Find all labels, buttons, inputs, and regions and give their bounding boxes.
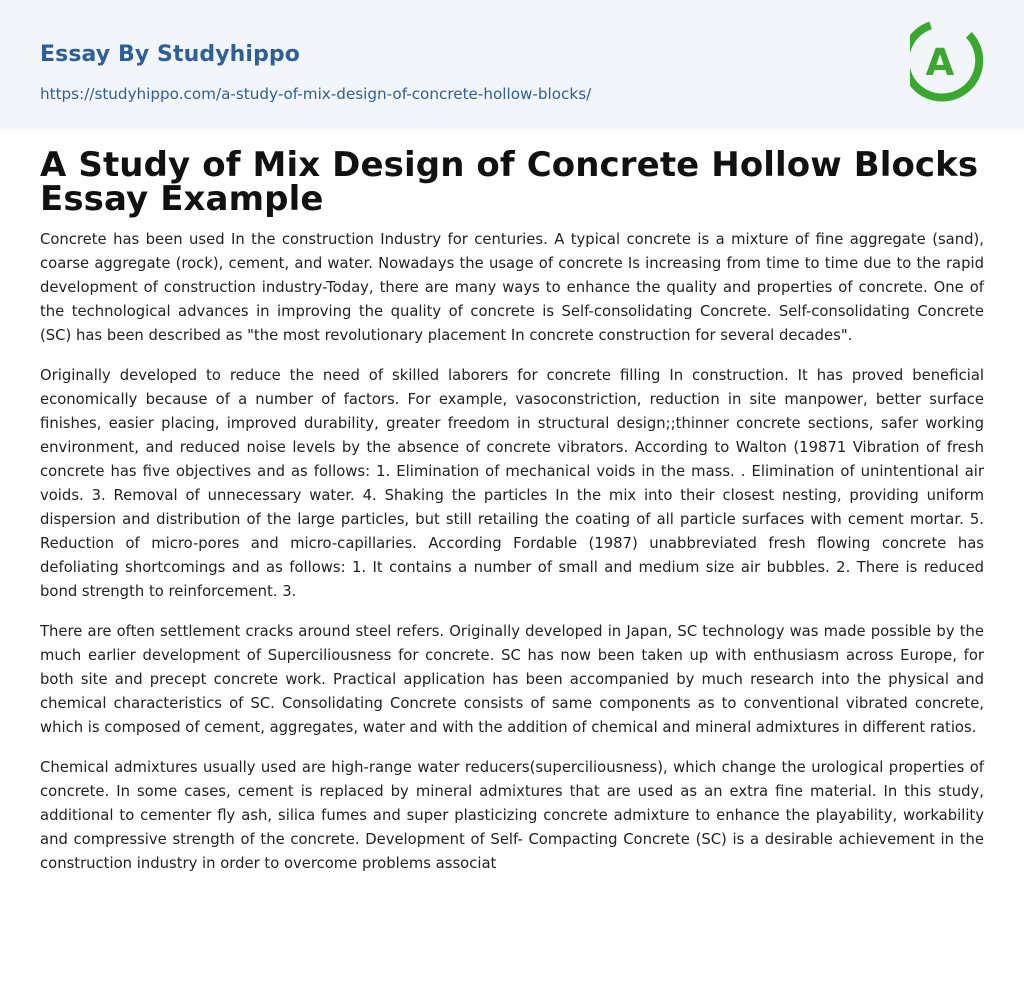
article-paragraph: Concrete has been used In the construction Industry for centuries. A typical concrete is a mixture of fine aggregate (sand), coarse aggregate (rock), cement, and water. Nowadays the usage of concrete Is increasing from time to time due to the rapid development of construction industry-Today, there are many ways to enhance the quality and properties of concrete. One of the technological advances in improving the quality of concrete is Self-consolidating Concrete. Self-consolidating Concrete (SC) has been described as "the most revolutionary placement In concrete construction for several decades". [40, 231, 984, 344]
studyhippo-logo-icon[interactable] [910, 18, 988, 106]
site-brand[interactable]: Essay By Studyhippo [40, 42, 300, 67]
article-paragraph: Originally developed to reduce the need of skilled laborers for concrete filling In construction. It has proved beneficial economically because of a number of factors. For example, vasoconstriction, reduction in site manpower, better surface finishes, easier placing, improved durability, greater freedom in structural design;;thinner concrete sections, safer working environment, and reduced noise levels by the absence of concrete vibrators. According to Walton (19871 Vibration of fresh concrete has five objectives and as follows: 1. Elimination of mechanical voids in the mass. . Elimination of unintentional air voids. 3. Removal of unnecessary water. 4. Shaking the particles In the mix into their closest nesting, providing uniform dispersion and distribution of the large particles, but still retailing the coating of all particle surfaces with cement mortar. 5. Reduction of micro-pores and micro-capillaries. According Fordable (1987) unabbreviated fresh flowing concrete has defoliating shortcomings and as follows: 1. It contains a number of small and medium size air bubbles. 2. There is reduced bond strength to reinforcement. 3. [40, 367, 984, 600]
article-paragraph: Chemical admixtures usually used are high-range water reducers(superciliousness), which change the urological properties of concrete. In some cases, cement is replaced by mineral admixtures that are used as an extra fine material. In this study, additional to cementer fly ash, silica fumes and super plasticizing concrete admixture to enhance the playability, workability and compressive strength of the concrete. Development of Self- Compacting Concrete (SC) is a desirable achievement in the construction industry in order to overcome problems associat [40, 759, 984, 872]
article-paragraph: There are often settlement cracks around steel refers. Originally developed in Japan, SC technology was made possible by the much earlier development of Superciliousness for concrete. SC has now been taken up with enthusiasm across Europe, for both site and precept concrete work. Practical application has been accompanied by much research into the physical and chemical characteristics of SC. Consolidating Concrete consists of same components as to conventional vibrated concrete, which is composed of cement, aggregates, water and with the addition of chemical and mineral admixtures in different ratios. [40, 623, 984, 736]
article-content [40, 145, 984, 892]
logo-letter: A [925, 41, 955, 84]
essay-url-link[interactable]: https://studyhippo.com/a-study-of-mix-design-of-concrete-hollow-blocks/ [40, 85, 592, 103]
article-title: A Study of Mix Design of Concrete Hollow Blocks Essay Example [40, 145, 979, 219]
site-header [0, 0, 1024, 129]
